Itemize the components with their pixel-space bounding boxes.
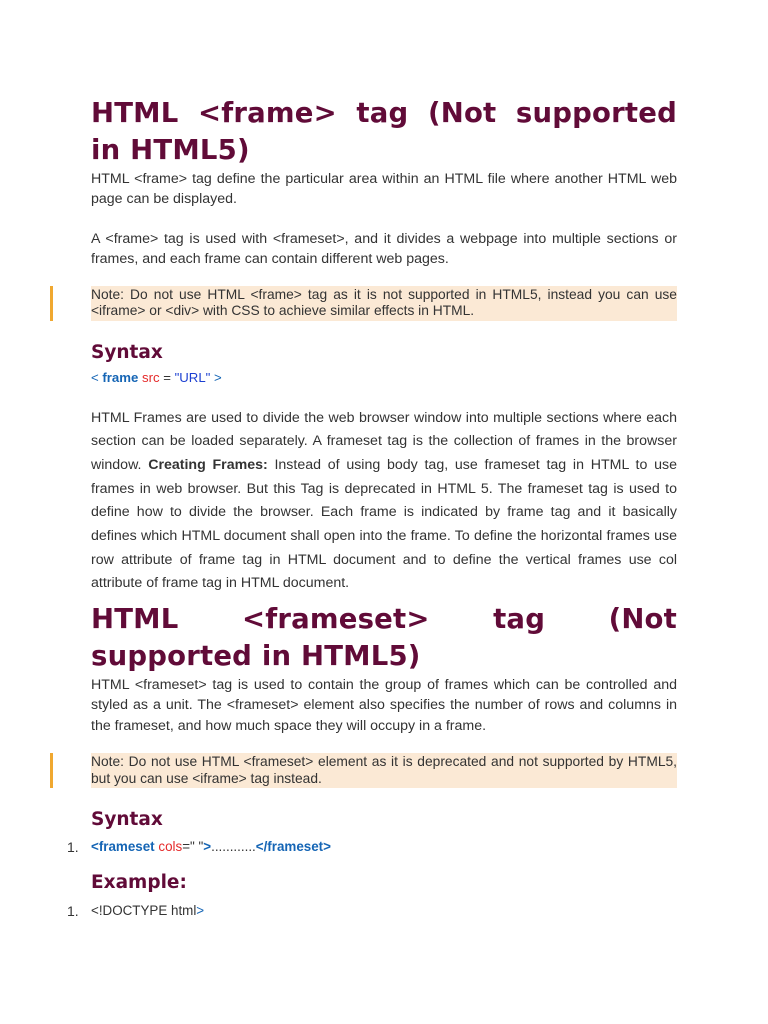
frameset-attr-value: =" "	[182, 839, 204, 855]
frame-intro-paragraph: HTML <frame> tag define the particular area within an HTML file where another HTML web page can be displayed.	[91, 170, 677, 207]
syntax-tag-name: frame	[102, 369, 139, 385]
syntax-attr-value: "URL"	[174, 369, 211, 385]
syntax-attr-name: src	[141, 369, 160, 385]
syntax-open-bracket: <	[91, 369, 103, 385]
frameset-dots: ............	[211, 839, 256, 855]
frameset-syntax-list-item	[67, 838, 677, 856]
syntax-equals: =	[159, 369, 175, 385]
syntax-close-bracket: >	[210, 369, 222, 385]
doctype-gt: >	[196, 903, 205, 919]
frameset-gt: >	[203, 839, 212, 855]
note-accent-bar	[50, 753, 53, 788]
example-list-item	[67, 902, 677, 920]
frameset-syntax-heading: Syntax	[91, 809, 163, 831]
frameset-open-tag: <frameset	[91, 839, 155, 855]
creating-frames-label: Creating Frames:	[148, 456, 268, 473]
frame-tag-title: HTML <frame> tag (Not supported in HTML5)	[91, 97, 677, 166]
frame-syntax-code	[91, 369, 677, 387]
frame-note-box	[91, 286, 677, 321]
frame-note-text: Note: Do not use HTML <frame> tag as it is not supported in HTML5, instead you can use <iframe> or <div> with CSS to achieve similar effects in HTML.	[91, 286, 677, 318]
frame-usage-paragraph: A <frame> tag is used with <frameset>, and it divides a webpage into multiple sections or frames, and each frame can contain different web pages.	[91, 230, 677, 267]
note-accent-bar	[50, 286, 53, 321]
frames-explanation-part1: HTML Frames are used to divide the web browser window into multiple sections where each section can be loaded separately. A frameset tag is the collection of frames in the browser window.	[91, 409, 677, 473]
frameset-note-text: Note: Do not use HTML <frameset> element as it is deprecated and not supported by HTML5, but you can use <iframe> tag instead.	[91, 754, 677, 786]
list-number: 1.	[67, 903, 79, 920]
frameset-tag-title: HTML <frameset> tag (Not supported in HTML5)	[91, 603, 677, 673]
list-number: 1.	[67, 839, 79, 856]
frames-explanation-part2: Instead of using body tag, use frameset tag in HTML to use frames in web browser. But this Tag is deprecated in HTML 5. The frameset tag is used to define how to divide the browser. Each frame is indicated by frame tag and it basically defines which HTML document shall open into the frame. To define the horizontal frames use row attribute of frame tag in HTML document and to define the vertical frames use col attribute of frame tag in HTML document.	[91, 456, 677, 592]
frameset-note-box	[91, 753, 677, 788]
frames-explanation	[91, 407, 677, 597]
frameset-attr-name: cols	[158, 839, 183, 855]
frame-syntax-heading: Syntax	[91, 341, 163, 363]
example-heading: Example:	[91, 872, 187, 894]
article-content	[67, 95, 677, 920]
doctype-text: <!DOCTYPE html	[91, 903, 197, 919]
frames-explanation-paragraph	[91, 407, 677, 597]
frameset-close-tag: </frameset>	[255, 839, 331, 855]
frameset-intro-paragraph: HTML <frameset> tag is used to contain the group of frames which can be controlled and styled as a unit. The <frameset> element also specifies the number of rows and columns in the frameset, and how much space they will occupy in a frame.	[91, 676, 677, 734]
